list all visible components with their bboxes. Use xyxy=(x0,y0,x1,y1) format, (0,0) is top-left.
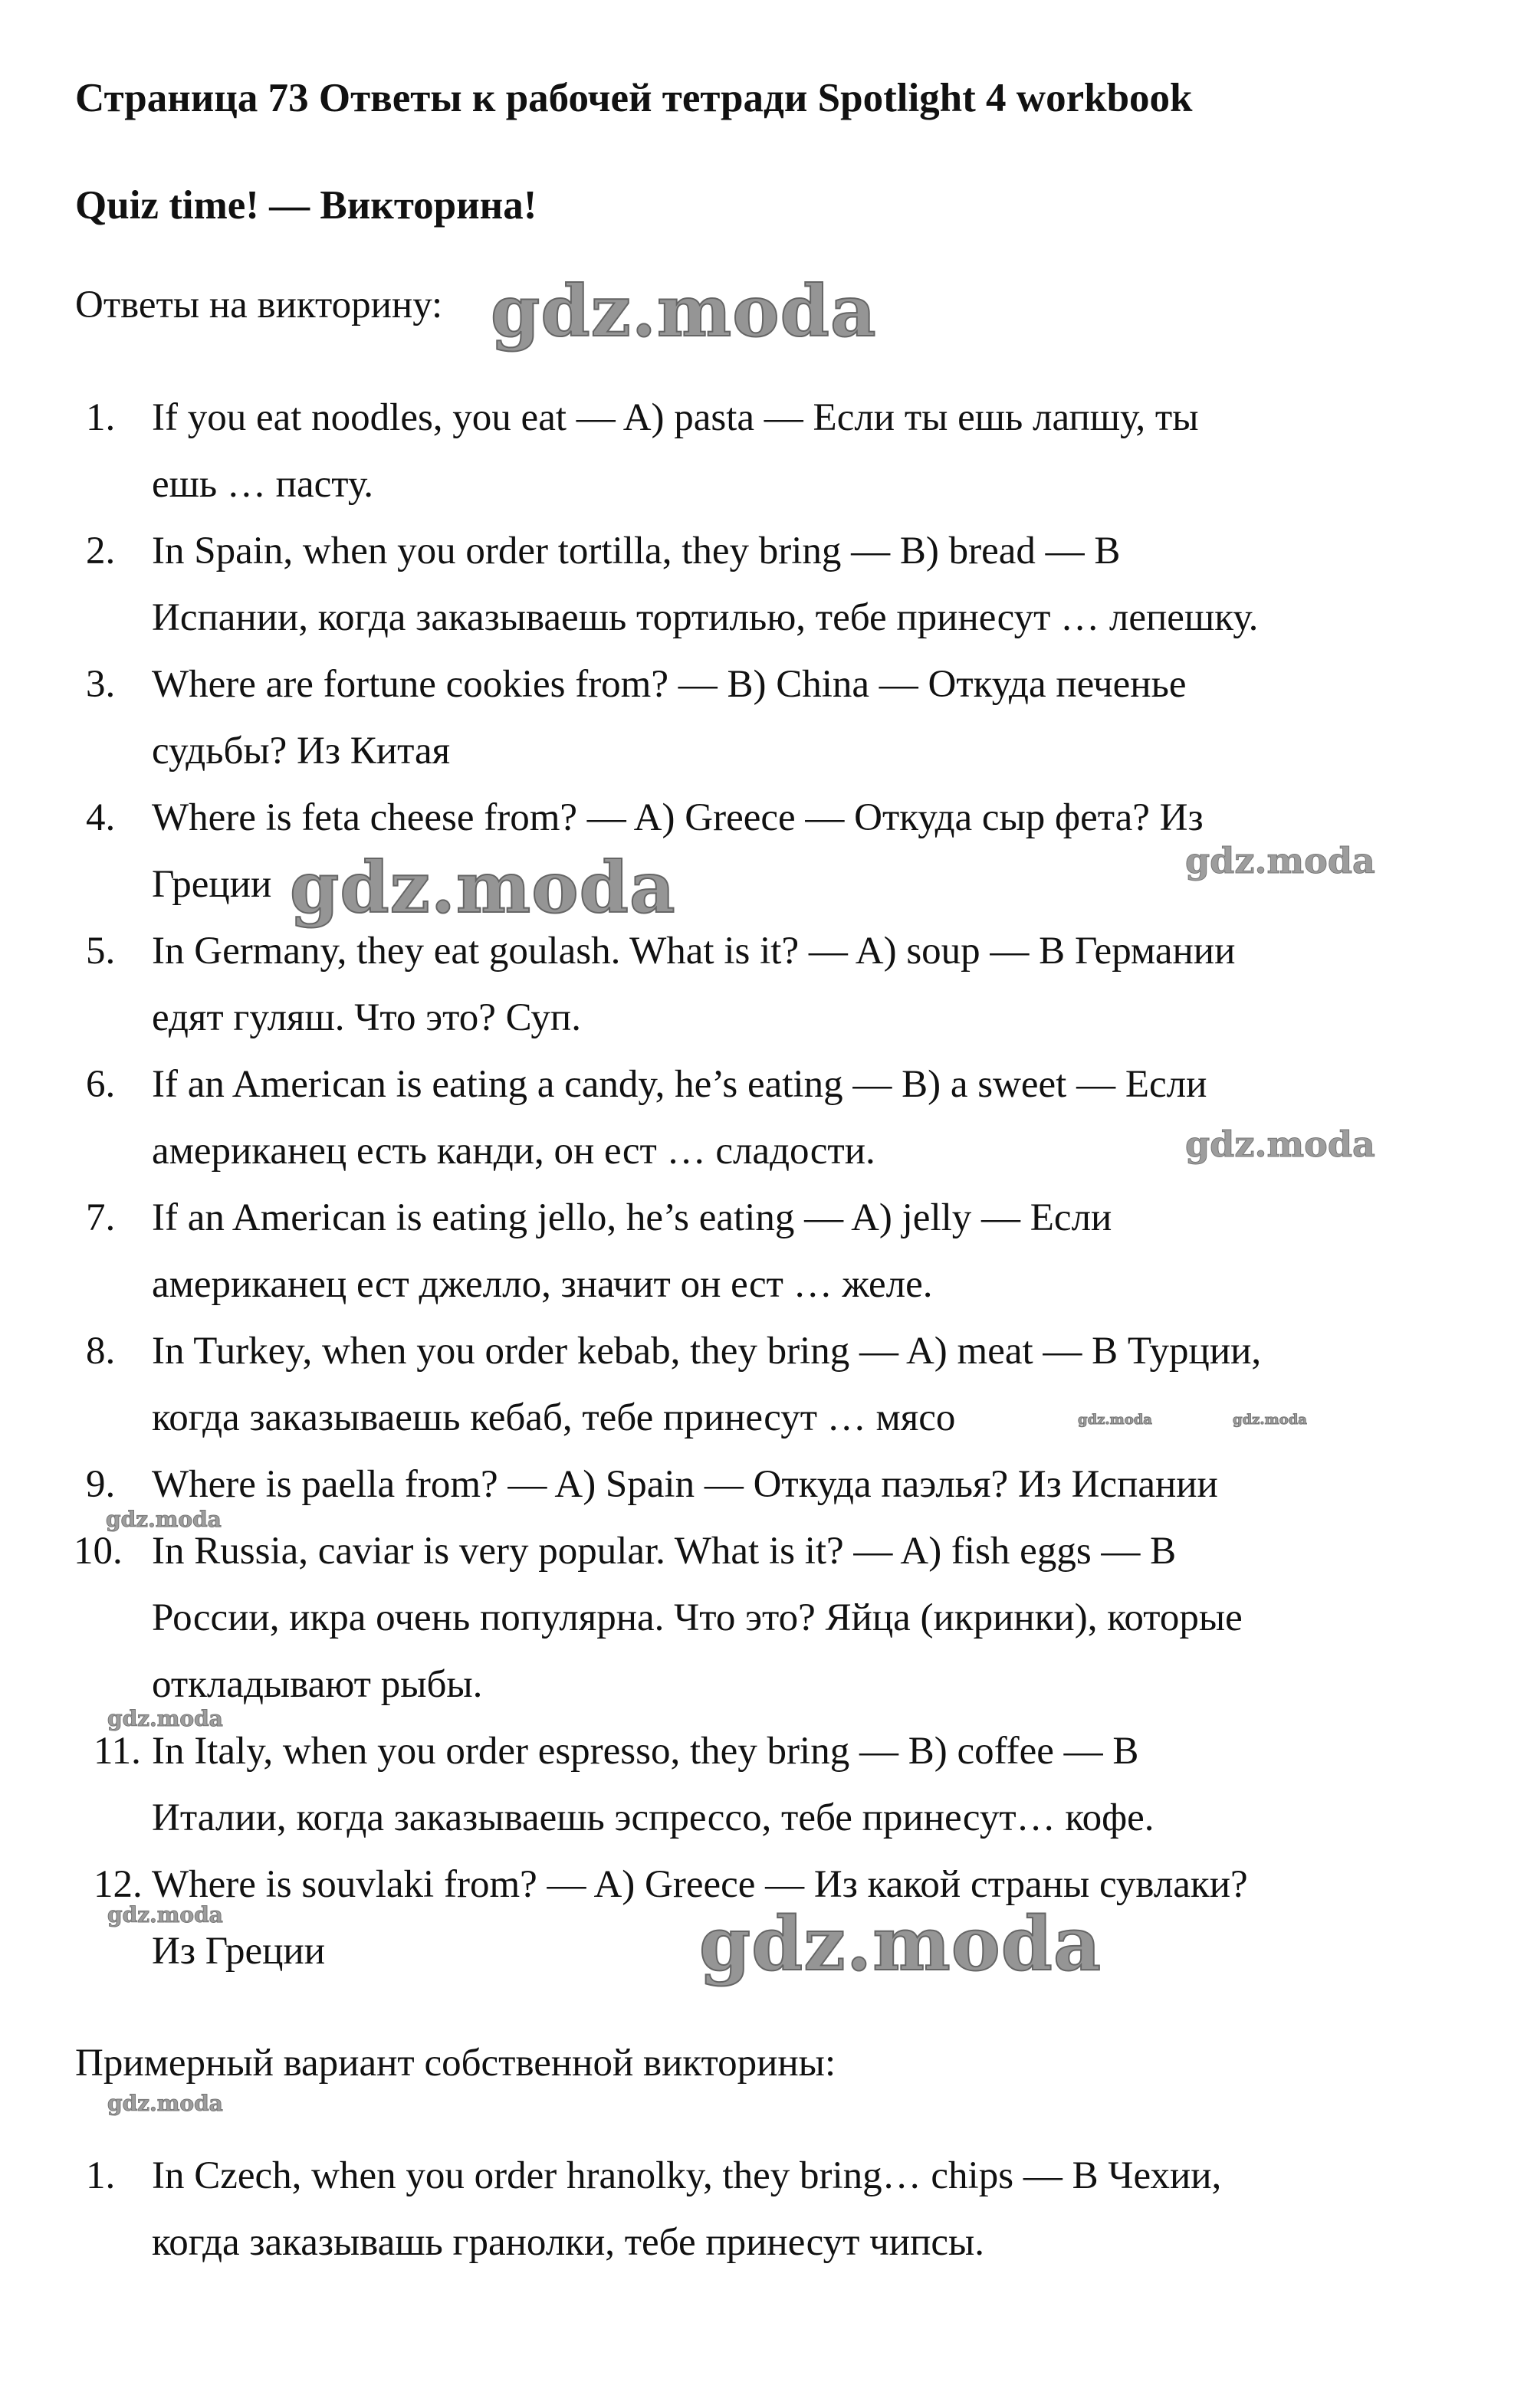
line: России, икра очень популярна. Что это? Яйца (икринки), которые xyxy=(152,1596,1243,1639)
list-item-text xyxy=(152,651,1455,785)
line: In Spain, when you order tortilla, they bring — B) bread — В xyxy=(152,530,1121,572)
list-item-number: 5. xyxy=(86,930,116,973)
line: In Turkey, when you order kebab, they bring — A) meat — В Турции, xyxy=(152,1330,1262,1373)
watermark: gdz.moda xyxy=(107,1902,223,1927)
list-item-number: 3. xyxy=(86,663,116,706)
list-item-number: 1. xyxy=(86,2154,116,2197)
watermark: gdz.moda xyxy=(107,2091,223,2116)
list-item-text xyxy=(152,1185,1455,1318)
line: американец есть канди, он ест … сладости. xyxy=(152,1130,875,1173)
list-item-text xyxy=(152,1452,1455,1518)
list-item-text xyxy=(152,385,1455,518)
list-item-number: 9. xyxy=(86,1463,116,1506)
line: In Russia, caviar is very popular. What is it? — A) fish eggs — В xyxy=(152,1530,1177,1573)
section-title: Quiz time! — Викторина! xyxy=(75,183,537,228)
own-quiz-intro: Примерный вариант собственной викторины: xyxy=(75,2042,836,2085)
line: If an American is eating a candy, he’s eating — B) a sweet — Если xyxy=(152,1063,1207,1106)
watermark: gdz.moda xyxy=(1078,1412,1152,1428)
watermark: gdz.moda xyxy=(491,270,877,353)
line: Where are fortune cookies from? — B) China — Откуда печенье xyxy=(152,663,1187,706)
list-item-text xyxy=(152,2143,1455,2276)
watermark: gdz.moda xyxy=(699,1901,1102,1987)
list-item-number: 11. xyxy=(94,1730,141,1773)
line: If an American is eating jello, he’s eating — A) jelly — Если xyxy=(152,1196,1112,1239)
line: Греции xyxy=(152,863,272,906)
list-item-text xyxy=(152,1318,1455,1452)
line: ешь … пасту. xyxy=(152,463,373,506)
line: Where is paella from? — A) Spain — Откуда паэлья? Из Испании xyxy=(152,1463,1218,1506)
list-item-number: 7. xyxy=(86,1196,116,1239)
line: In Czech, when you order hranolky, they bring… chips — В Чехии, xyxy=(152,2154,1222,2197)
list-item-text xyxy=(152,1518,1455,1718)
line: In Germany, they eat goulash. What is it? — A) soup — В Германии xyxy=(152,930,1236,973)
list-item-text xyxy=(152,518,1455,651)
watermark: gdz.moda xyxy=(290,846,676,929)
quiz-intro: Ответы на викторину: xyxy=(75,284,443,326)
watermark: gdz.moda xyxy=(1233,1412,1307,1428)
line: американец ест джелло, значит он ест … желе. xyxy=(152,1263,933,1306)
line: Италии, когда заказываешь эспрессо, тебе принесут… кофе. xyxy=(152,1796,1154,1839)
watermark: gdz.moda xyxy=(106,1507,222,1532)
list-item-number: 2. xyxy=(86,530,116,572)
line: Where is feta cheese from? — A) Greece — Откуда сыр фета? Из xyxy=(152,796,1204,839)
line: Из Греции xyxy=(152,1930,326,1973)
watermark: gdz.moda xyxy=(107,1706,223,1731)
line: If you eat noodles, you eat — A) pasta — Если ты ешь лапшу, ты xyxy=(152,396,1199,439)
list-item-number: 10. xyxy=(74,1530,123,1573)
line: Where is souvlaki from? — A) Greece — Из какой страны сувлаки? xyxy=(152,1863,1248,1906)
list-item-number: 4. xyxy=(86,796,116,839)
line: когда заказываешь кебаб, тебе принесут … мясо xyxy=(152,1396,956,1439)
list-item-number: 6. xyxy=(86,1063,116,1106)
watermark: gdz.moda xyxy=(1185,1124,1375,1165)
page-title: Страница 73 Ответы к рабочей тетради Spotlight 4 workbook xyxy=(75,76,1193,120)
list-item-text xyxy=(152,1718,1455,1852)
list-item-text xyxy=(152,918,1455,1051)
line: судьбы? Из Китая xyxy=(152,730,451,773)
list-item-number: 12. xyxy=(94,1863,143,1906)
line: откладывают рыбы. xyxy=(152,1663,483,1706)
line: Испании, когда заказываешь тортилью, тебе принесут … лепешку. xyxy=(152,596,1259,639)
line: едят гуляш. Что это? Суп. xyxy=(152,996,581,1039)
list-item-number: 8. xyxy=(86,1330,116,1373)
line: когда заказывашь гранолки, тебе принесут чипсы. xyxy=(152,2221,985,2264)
line: In Italy, when you order espresso, they bring — B) coffee — В xyxy=(152,1730,1139,1773)
watermark: gdz.moda xyxy=(1185,840,1375,881)
list-item-number: 1. xyxy=(86,396,116,439)
